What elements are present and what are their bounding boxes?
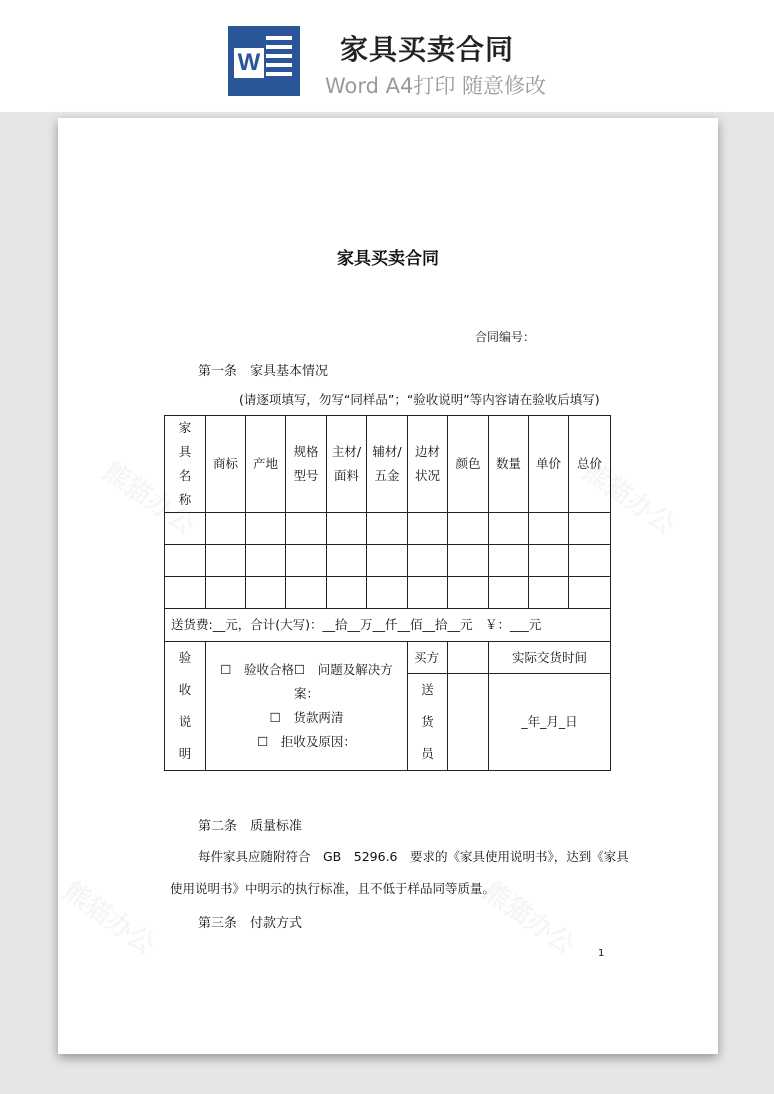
option-solution-label: 案： — [293, 686, 319, 701]
table-row — [165, 577, 611, 609]
table-cell[interactable] — [569, 545, 611, 577]
article-2-text-line-1: 每件家具应随附符合 GB 5296.6 要求的《家具使用说明书》，达到《家具 — [198, 849, 629, 864]
header-cell: 边材状况 — [408, 416, 448, 513]
table-cell[interactable] — [286, 513, 327, 545]
header-cell: 总价 — [569, 416, 611, 513]
option-payment-settled[interactable]: ☐ 货款两清 — [269, 710, 344, 725]
banner — [0, 0, 774, 112]
table-cell[interactable] — [569, 577, 611, 609]
table-cell[interactable] — [489, 577, 529, 609]
table-cell[interactable] — [367, 545, 408, 577]
table-cell[interactable] — [529, 545, 569, 577]
table-cell[interactable] — [165, 577, 206, 609]
table-cell[interactable] — [165, 545, 206, 577]
header-cell: 辅材/五金 — [367, 416, 408, 513]
table-cell[interactable] — [448, 513, 489, 545]
table-header-row — [165, 416, 611, 513]
delivery-fee-line: 送货费:__元，合计(大写)：__拾__万__仟__佰__拾__元 ￥：___元 — [165, 609, 611, 642]
header-cell: 家具名称 — [165, 416, 206, 513]
table-cell[interactable] — [206, 577, 246, 609]
table-cell[interactable] — [206, 513, 246, 545]
table-cell[interactable] — [165, 513, 206, 545]
article-3-heading: 第三条 付款方式 — [198, 916, 303, 931]
acceptance-options — [206, 642, 408, 771]
header-cell: 数量 — [489, 416, 529, 513]
table-cell[interactable] — [408, 545, 448, 577]
delivery-person-signature-cell[interactable] — [448, 674, 489, 771]
table-row — [165, 545, 611, 577]
header-cell: 主材/面料 — [327, 416, 367, 513]
table-cell[interactable] — [286, 577, 327, 609]
contract-number-label: 合同编号： — [475, 330, 536, 344]
table-cell[interactable] — [408, 577, 448, 609]
table-cell[interactable] — [448, 545, 489, 577]
table-cell[interactable] — [529, 577, 569, 609]
table-cell[interactable] — [327, 577, 367, 609]
table-cell[interactable] — [529, 513, 569, 545]
word-icon-letter: W — [234, 48, 264, 78]
acceptance-row — [165, 642, 611, 674]
document-title: 家具买卖合同 — [337, 249, 439, 269]
article-2-text-line-2: 使用说明书》中明示的执行标准，且不低于样品同等质量。 — [170, 881, 496, 896]
table-row — [165, 513, 611, 545]
table-cell[interactable] — [327, 513, 367, 545]
buyer-label: 买方 — [408, 642, 448, 674]
table-cell[interactable] — [408, 513, 448, 545]
banner-title: 家具买卖合同 — [340, 33, 515, 66]
watermark — [57, 872, 163, 962]
delivery-person-label: 送货员 — [408, 674, 448, 771]
table-cell[interactable] — [489, 513, 529, 545]
table-cell[interactable] — [246, 577, 286, 609]
option-rejected-reason[interactable]: ☐ 拒收及原因： — [257, 734, 356, 749]
table-cell[interactable] — [448, 577, 489, 609]
banner-subtitle: Word A4打印 随意修改 — [325, 74, 547, 98]
header-cell: 商标 — [206, 416, 246, 513]
header-cell: 单价 — [529, 416, 569, 513]
table-cell[interactable] — [246, 545, 286, 577]
table-cell[interactable] — [489, 545, 529, 577]
word-icon — [228, 26, 300, 96]
table-cell[interactable] — [367, 577, 408, 609]
document-page — [58, 118, 718, 1054]
article-1-heading: 第一条 家具基本情况 — [198, 364, 329, 379]
header-cell: 产地 — [246, 416, 286, 513]
article-2-heading: 第二条 质量标准 — [198, 819, 303, 834]
page-number: 1 — [598, 948, 605, 959]
delivery-fee-row — [165, 609, 611, 642]
table-cell[interactable] — [286, 545, 327, 577]
table-cell[interactable] — [246, 513, 286, 545]
header-cell: 颜色 — [448, 416, 489, 513]
table-cell[interactable] — [367, 513, 408, 545]
acceptance-label: 验收说明 — [165, 642, 206, 771]
delivery-time-label: 实际交货时间 — [489, 642, 611, 674]
furniture-info-table — [164, 415, 611, 771]
fill-in-note: (请逐项填写，勿写“同样品”；“验收说明”等内容请在验收后填写) — [239, 392, 600, 407]
table-cell[interactable] — [327, 545, 367, 577]
header-cell: 规格型号 — [286, 416, 327, 513]
option-accept-or-problem[interactable]: ☐ 验收合格☐ 问题及解决方 — [220, 662, 393, 677]
delivery-date[interactable]: _年_月_日 — [489, 674, 611, 771]
table-cell[interactable] — [206, 545, 246, 577]
buyer-signature-cell[interactable] — [448, 642, 489, 674]
table-cell[interactable] — [569, 513, 611, 545]
